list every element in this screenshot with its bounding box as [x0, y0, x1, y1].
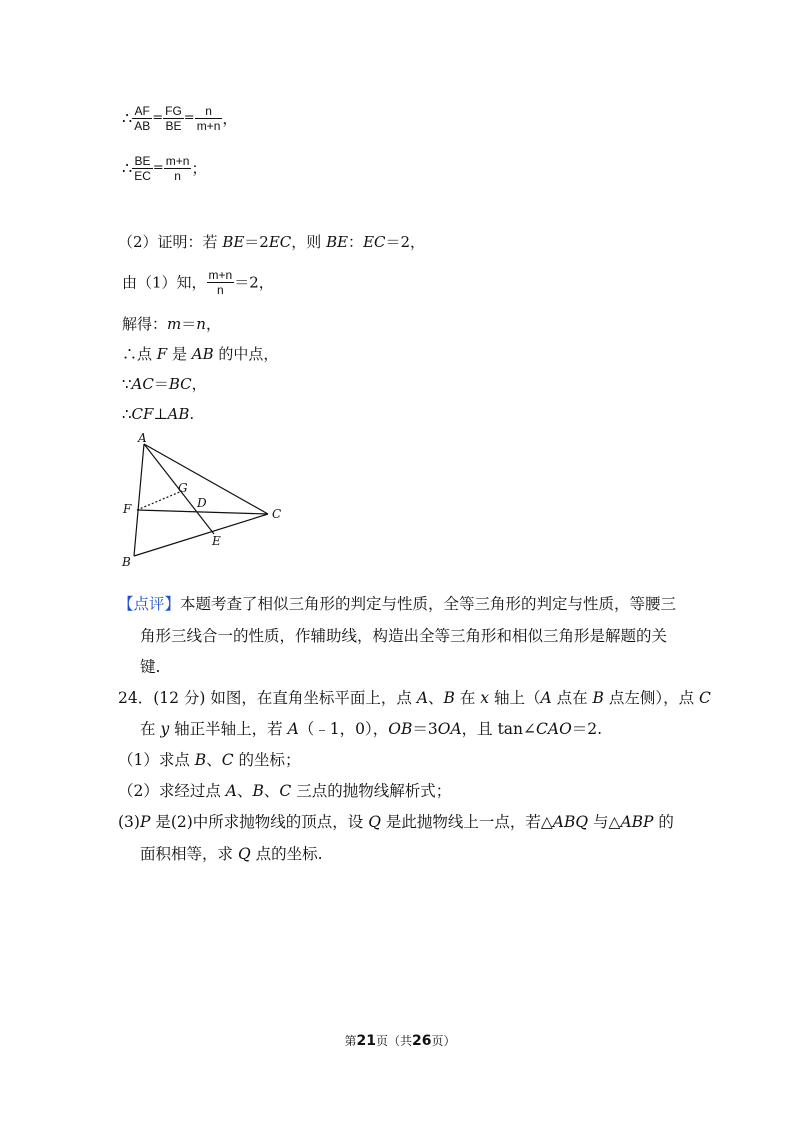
proof-line-4: ∴点 F 是 AB 的中点， — [122, 345, 279, 363]
comment-line-1: 【点评】本题考查了相似三角形的判定与性质，全等三角形的判定与性质，等腰三 — [118, 595, 677, 613]
proof-line-3: 解得：m＝n， — [122, 315, 221, 333]
fraction-fg-be: $\frac{FG}{BE}$ — [165, 104, 182, 133]
fraction-mn-n: $\frac{m+n}{n}$ — [165, 154, 190, 183]
therefore-symbol: ∴ — [122, 158, 133, 178]
comment-tag: 【点评】 — [118, 595, 181, 613]
proof-line-5: ∵AC＝BC， — [122, 375, 207, 393]
question-24-sub-2: （2）求经过点 A、B、C 三点的抛物线解析式； — [118, 782, 452, 800]
formula-line-1: ∴ $\frac{AF}{AB}$ = $\frac{FG}{BE}$ = $\frac{n}{m+n}$ ， — [122, 104, 238, 133]
question-24-sub-1: （1）求点 B、C 的坐标； — [118, 751, 301, 769]
segment-bc — [134, 514, 268, 556]
fraction-mn-n: $\frac{m+n}{n}$ — [208, 268, 233, 297]
total-pages: 26 — [412, 1033, 432, 1049]
comment-line-2: 角形三线合一的性质，作辅助线，构造出全等三角形和相似三角形是解题的关 — [140, 627, 668, 645]
question-24-line-1: 24．(12 分) 如图，在直角坐标平面上，点 A、B 在 x 轴上（A 点在 B 点左侧），点 C — [118, 689, 711, 707]
segment-ab — [134, 444, 144, 556]
label-c: C — [272, 507, 282, 521]
triangle-figure — [110, 428, 310, 570]
therefore-symbol: ∴ — [122, 108, 133, 128]
comment-line-3: 键. — [140, 658, 161, 676]
fraction-be-ec: $\frac{BE}{EC}$ — [134, 154, 151, 183]
fraction-af-ab: $\frac{AF}{AB}$ — [134, 104, 151, 133]
label-d: D — [197, 496, 207, 510]
question-24-sub-3-cont: 面积相等，求 Q 点的坐标. — [140, 845, 323, 863]
proof-line-6: ∴CF⊥AB. — [122, 405, 195, 423]
formula-line-2: ∴ $\frac{BE}{EC}$ = $\frac{m+n}{n}$ ； — [122, 154, 207, 183]
label-a: A — [138, 431, 147, 445]
label-f: F — [123, 502, 132, 516]
page-number: 21 — [356, 1033, 376, 1049]
proof-line-2: 由（1）知， $\frac{m+n}{n}$ ＝2， — [122, 268, 274, 297]
page-footer: 第21页（共26页） — [344, 1033, 456, 1049]
segment-fc — [137, 510, 268, 514]
question-24-sub-3: (3)P 是(2)中所求抛物线的顶点，设 Q 是此抛物线上一点，若△ABQ 与△ABP 的 — [118, 813, 674, 831]
question-24-line-2: 在 y 轴正半轴上，若 A（﹣1，0），OB＝3OA，且 tan∠CAO＝2. — [140, 720, 603, 738]
segment-fg-dashed — [137, 491, 182, 510]
label-b: B — [122, 555, 131, 569]
proof-line-1: （2）证明：若 BE＝2EC，则 BE：EC＝2， — [118, 233, 426, 251]
label-e: E — [212, 534, 221, 548]
fraction-n-mn: $\frac{n}{m+n}$ — [196, 104, 221, 133]
label-g: G — [178, 481, 188, 495]
